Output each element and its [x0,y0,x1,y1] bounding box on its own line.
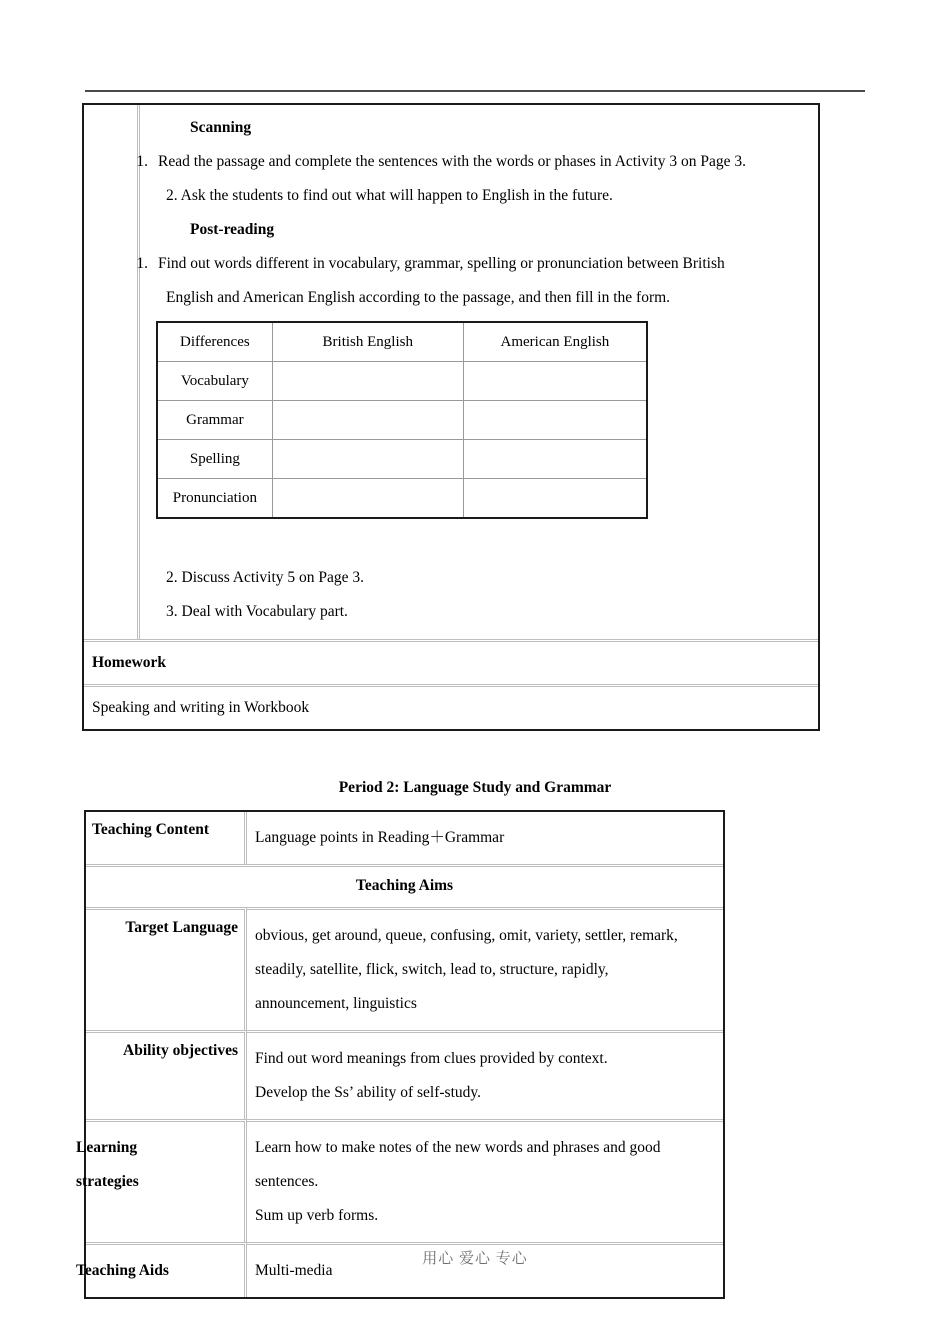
lesson-content-cell [136,105,818,639]
table-row-scanning [84,105,818,639]
table-row-target-language [86,907,723,1030]
target-language-line-3: announcement, linguistics [255,995,417,1012]
homework-label: Homework [84,639,818,684]
ability-objectives-label: Ability objectives [86,1030,247,1119]
scanning-item-1 [136,145,810,179]
differences-cell-american[interactable] [463,440,647,479]
target-language-label: Target Language [86,907,247,1030]
teaching-aims-heading: Teaching Aims [86,864,723,907]
post-reading-item-1-line2: English and American English according to the passage, and then fill in the form. [166,289,671,306]
differences-cell-american[interactable] [463,401,647,440]
differences-table [156,321,648,519]
target-language-line-2: steadily, satellite, flick, switch, lead to, structure, rapidly, [255,961,609,978]
teaching-aids-value: Multi-media [247,1242,723,1297]
table-row-homework-text [84,684,818,729]
teaching-content-label: Teaching Content [86,812,247,864]
learning-strategies-line-1: Learn how to make notes of the new words and phrases and good [255,1139,661,1156]
ability-objectives-value [247,1030,723,1119]
differences-row-label: Vocabulary [157,362,272,401]
differences-row-label: Spelling [157,440,272,479]
target-language-line-1: obvious, get around, queue, confusing, omit, variety, settler, remark, [255,927,678,944]
scanning-item-1-text: Read the passage and complete the sentences with the words or phases in Activity 3 on Page 3. [158,153,746,170]
post-reading-followup-3: 3. Deal with Vocabulary part. [166,603,348,620]
lesson-plan-table [82,103,820,731]
learning-strategies-label-line-2: strategies [76,1173,139,1190]
period-2-title: Period 2: Language Study and Grammar [338,779,612,796]
lesson-content-body [136,111,810,629]
homework-text: Speaking and writing in Workbook [84,684,818,729]
differences-header-american-english: American English [463,322,647,362]
table-row [157,479,647,519]
spacer [148,519,810,561]
scanning-item-2-text: 2. Ask the students to find out what will happen to English in the future. [166,187,613,204]
differences-header-differences: Differences [157,322,272,362]
table-row-teaching-aims [86,864,723,907]
differences-row-label: Grammar [157,401,272,440]
left-gutter-cell [84,105,140,639]
learning-strategies-value [247,1119,723,1242]
differences-header-british-english: British English [272,322,463,362]
period-2-table [76,810,725,1299]
table-row-homework-label [84,639,818,684]
differences-header-row [157,322,647,362]
post-reading-item-1 [136,247,810,281]
ability-objectives-line-2: Develop the Ss’ ability of self-study. [255,1084,481,1101]
learning-strategies-label [76,1119,247,1242]
table-row-teaching-content [86,812,723,864]
differences-cell-british[interactable] [272,401,463,440]
target-language-value [247,907,723,1030]
scanning-heading: Scanning [190,119,252,136]
ability-objectives-line-1: Find out word meanings from clues provided by context. [255,1050,608,1067]
table-row [157,401,647,440]
learning-strategies-line-3: Sum up verb forms. [255,1207,379,1224]
page-top-rule [85,90,865,92]
learning-strategies-line-2: sentences. [255,1173,319,1190]
teaching-aids-label-text: Teaching Aids [76,1262,169,1279]
page-footer: 用心 爱心 专心 [422,1251,528,1267]
learning-strategies-label-line-1: Learning [76,1139,138,1156]
teaching-content-value: Language points in Reading＋Grammar [255,829,505,846]
differences-cell-british[interactable] [272,440,463,479]
table-row-ability-objectives [86,1030,723,1119]
differences-cell-british[interactable] [272,362,463,401]
list-marker: 1. [136,153,148,170]
differences-cell-american[interactable] [463,479,647,519]
table-row [157,362,647,401]
post-reading-followup-2: 2. Discuss Activity 5 on Page 3. [166,569,365,586]
differences-cell-british[interactable] [272,479,463,519]
differences-row-label: Pronunciation [157,479,272,519]
differences-cell-american[interactable] [463,362,647,401]
list-marker: 1. [136,255,148,272]
table-row-learning-strategies [86,1119,723,1242]
post-reading-item-1-line1: Find out words different in vocabulary, grammar, spelling or pronunciation between British [158,255,725,272]
table-row [157,440,647,479]
post-reading-heading: Post-reading [190,221,275,238]
